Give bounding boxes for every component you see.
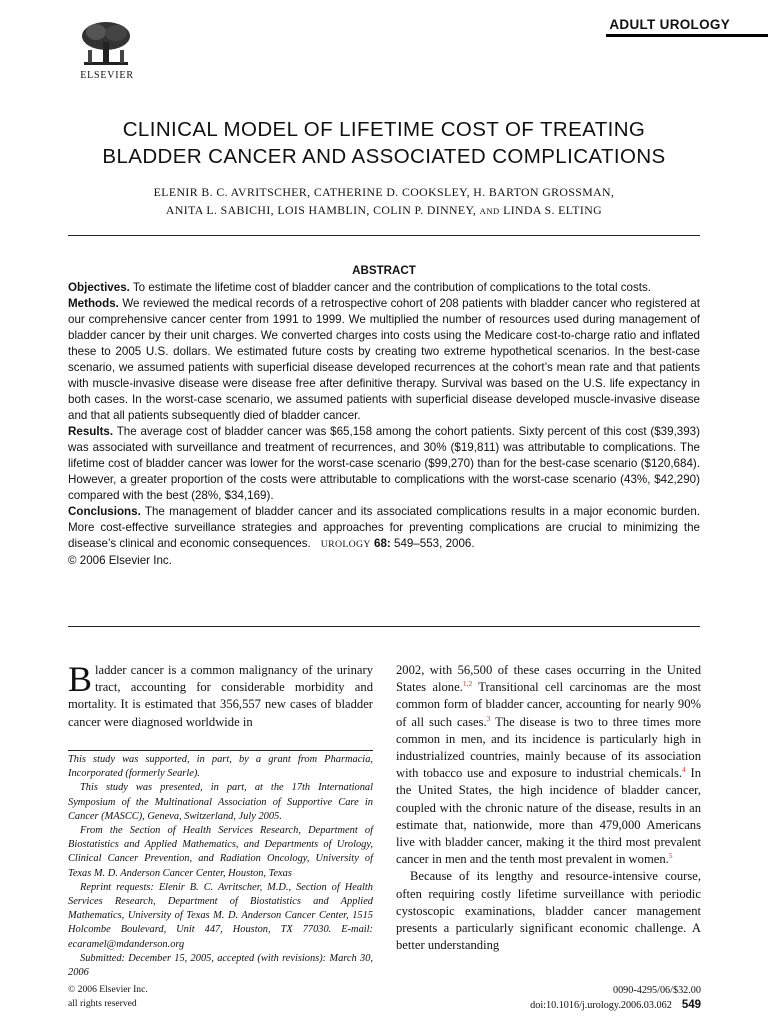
authors-line-1: ELENIR B. C. AVRITSCHER, CATHERINE D. COOKSLEY, H. BARTON GROSSMAN, <box>153 185 615 199</box>
intro-text: ladder cancer is a common malignancy of the urinary tract, accounting for considerable morbidity and mortality. It is estimated that 356,557 new cases of bladder cancer were diagnosed worldwide in <box>68 663 373 729</box>
footnotes <box>68 753 373 980</box>
results-text: The average cost of bladder cancer was $65,158 among the cohort patients. Sixty percent of this cost ($39,393) was associated with surveillance and treatment of recurrences, and 30% ($19,811) was attributable to complications. The lifetime cost of bladder cancer was lower for the worst-case scenario ($99,270) than for the best-case scenario ($120,684). However, a greater proportion of the costs were attributable to complications with the worst-case scenario (43%, $42,290) compared with the best (28%, $34,169). <box>68 425 700 502</box>
journal-pages: 549–553, 2006. <box>394 537 475 550</box>
abstract-heading: ABSTRACT <box>352 264 416 277</box>
abstract-conclusions <box>68 504 700 553</box>
footnote-support: This study was supported, in part, by a grant from Pharmacia, Incorporated (formerly Searle). <box>68 754 373 780</box>
footnote-reprint: Reprint requests: Elenir B. C. Avritscher, M.D., Section of Health Services Research, Department of Biostatistics and Applied Mathematics, University of Texas M. D. Anderson Cancer Center, 1515 Holcombe Boulevard, Unit 447, Houston, TX 77030. E-mail: ecaramel@mdanderson.org <box>68 881 373 950</box>
abstract-copyright: © 2006 Elsevier Inc. <box>68 554 172 567</box>
reference-link[interactable]: 5 <box>668 851 673 861</box>
authors-line-2 <box>40 201 728 220</box>
abstract-methods <box>68 296 700 424</box>
reference-link[interactable]: 4 <box>682 765 686 775</box>
header-rule <box>606 34 768 37</box>
page-number: 549 <box>681 999 701 1011</box>
abstract <box>68 263 700 569</box>
publisher-name: ELSEVIER <box>80 70 134 81</box>
footer-identifiers <box>530 983 701 1013</box>
reference-link[interactable]: 1,2 <box>462 679 473 689</box>
footer-doi-line <box>530 998 701 1013</box>
footnote-presented: This study was presented, in part, at the 17th International Symposium of the Multinational Association of Supportive Care in Cancer (MASCC), Geneva, Switzerland, July 2005. <box>68 782 373 822</box>
title-line-1: CLINICAL MODEL OF LIFETIME COST OF TREATING <box>122 118 646 141</box>
footer-copyright-line-2: all rights reserved <box>68 998 137 1009</box>
abstract-results <box>68 424 700 504</box>
abstract-objectives <box>68 280 700 296</box>
methods-label: Methods. <box>68 297 119 310</box>
footnote-affiliation: From the Section of Health Services Research, Department of Biostatistics and Applied Mathematics, and Departments of Urology, Clinical Cancer Prevention, and Radiation Oncology, University of Texas M. D. Anderson Cancer Center, Houston, Texas <box>68 825 373 879</box>
footer-copyright-line-1: © 2006 Elsevier Inc. <box>68 984 148 995</box>
authors-line-2a: ANITA L. SABICHI, LOIS HAMBLIN, COLIN P. DINNEY, <box>165 203 477 217</box>
body-text-segment: In the United States, the high incidence of bladder cancer, coupled with the chronic nature of the disease, results in an estimate that, nationwide, more than 479,000 Americans live with bladder cancer, making it the third most prevalent cancer in men and the tenth most prevalent in women. <box>396 766 701 867</box>
section-label: ADULT UROLOGY <box>609 17 730 32</box>
authors-and: AND <box>479 206 500 216</box>
footnote-submitted: Submitted: December 15, 2005, accepted (with revisions): March 30, 2006 <box>68 952 373 979</box>
footnote-divider <box>68 750 373 751</box>
journal-name: UROLOGY <box>320 539 371 550</box>
article-title <box>40 116 728 170</box>
title-line-2: BLADDER CANCER AND ASSOCIATED COMPLICATIONS <box>102 145 666 168</box>
objectives-label: Objectives. <box>68 281 130 294</box>
authors-line-2b: LINDA S. ELTING <box>503 203 603 217</box>
body-column-left <box>68 659 373 731</box>
author-list <box>40 183 728 220</box>
footer-issn: 0090-4295/06/$32.00 <box>612 985 701 996</box>
objectives-text: To estimate the lifetime cost of bladder cancer and the contribution of complications to the total costs. <box>132 281 652 294</box>
footer-doi[interactable]: doi:10.1016/j.urology.2006.03.062 <box>530 1000 672 1011</box>
body-text-segment: The disease is two to three times more common in men, and its incidence is particularly high in industrialized countries, mainly because of its association with tobacco use and exposure to industrial chemicals. <box>396 714 701 781</box>
body-paragraph-1 <box>396 662 701 868</box>
body-text-segment: 2002, with 56,500 of these cases occurring in the United States alone. <box>396 663 701 695</box>
methods-text: We reviewed the medical records of a retrospective cohort of 208 patients with bladder cancer who registered at our comprehensive cancer center from 1991 to 1999. We multiplied the number of resources used during management of bladder cancer by their unit charges. We converted charges into costs using the Medicare cost-to-charge ratio and inflated these to 2005 U.S. dollars. We estimated future costs by creating two extreme hypothetical scenarios. In the best-case scenario, we assumed patients with superficial disease developed recurrences at the cohort’s mean rate and that patients with muscle-invasive disease were disease free after definitive therapy. Survival was based on the U.S. life expectancy in both cases. In the worst-case scenario, we assumed patients with superficial disease developed muscle-invasive disease and that all patients subsequently died of bladder cancer. <box>68 297 700 422</box>
conclusions-label: Conclusions. <box>68 505 141 518</box>
abstract-divider <box>68 626 700 627</box>
body-column-right <box>396 662 701 954</box>
results-label: Results. <box>68 425 114 438</box>
conclusions-text: The management of bladder cancer and its associated complications results in a major economic burden. More cost-effective surveillance strategies and approaches for preventing complications are crucial to minimizing the disease’s clinical and economic consequences. <box>68 505 700 550</box>
footer-copyright <box>68 983 148 1011</box>
dropcap-letter: B <box>68 659 93 699</box>
intro-paragraph <box>68 659 373 731</box>
title-divider <box>68 235 700 236</box>
journal-volume: 68: <box>374 537 391 550</box>
body-paragraph-2: Because of its lengthy and resource-intensive course, often requiring costly lifetime surveillance with periodic cystoscopic examinations, bladder cancer management presents a particularly significant economic challenge. A better understanding <box>396 869 701 953</box>
reference-link[interactable]: 3 <box>486 713 491 723</box>
body-text-segment: Transitional cell carcinomas are the most common form of bladder cancer, accounting for nearly 90% of all such cases. <box>396 680 701 729</box>
